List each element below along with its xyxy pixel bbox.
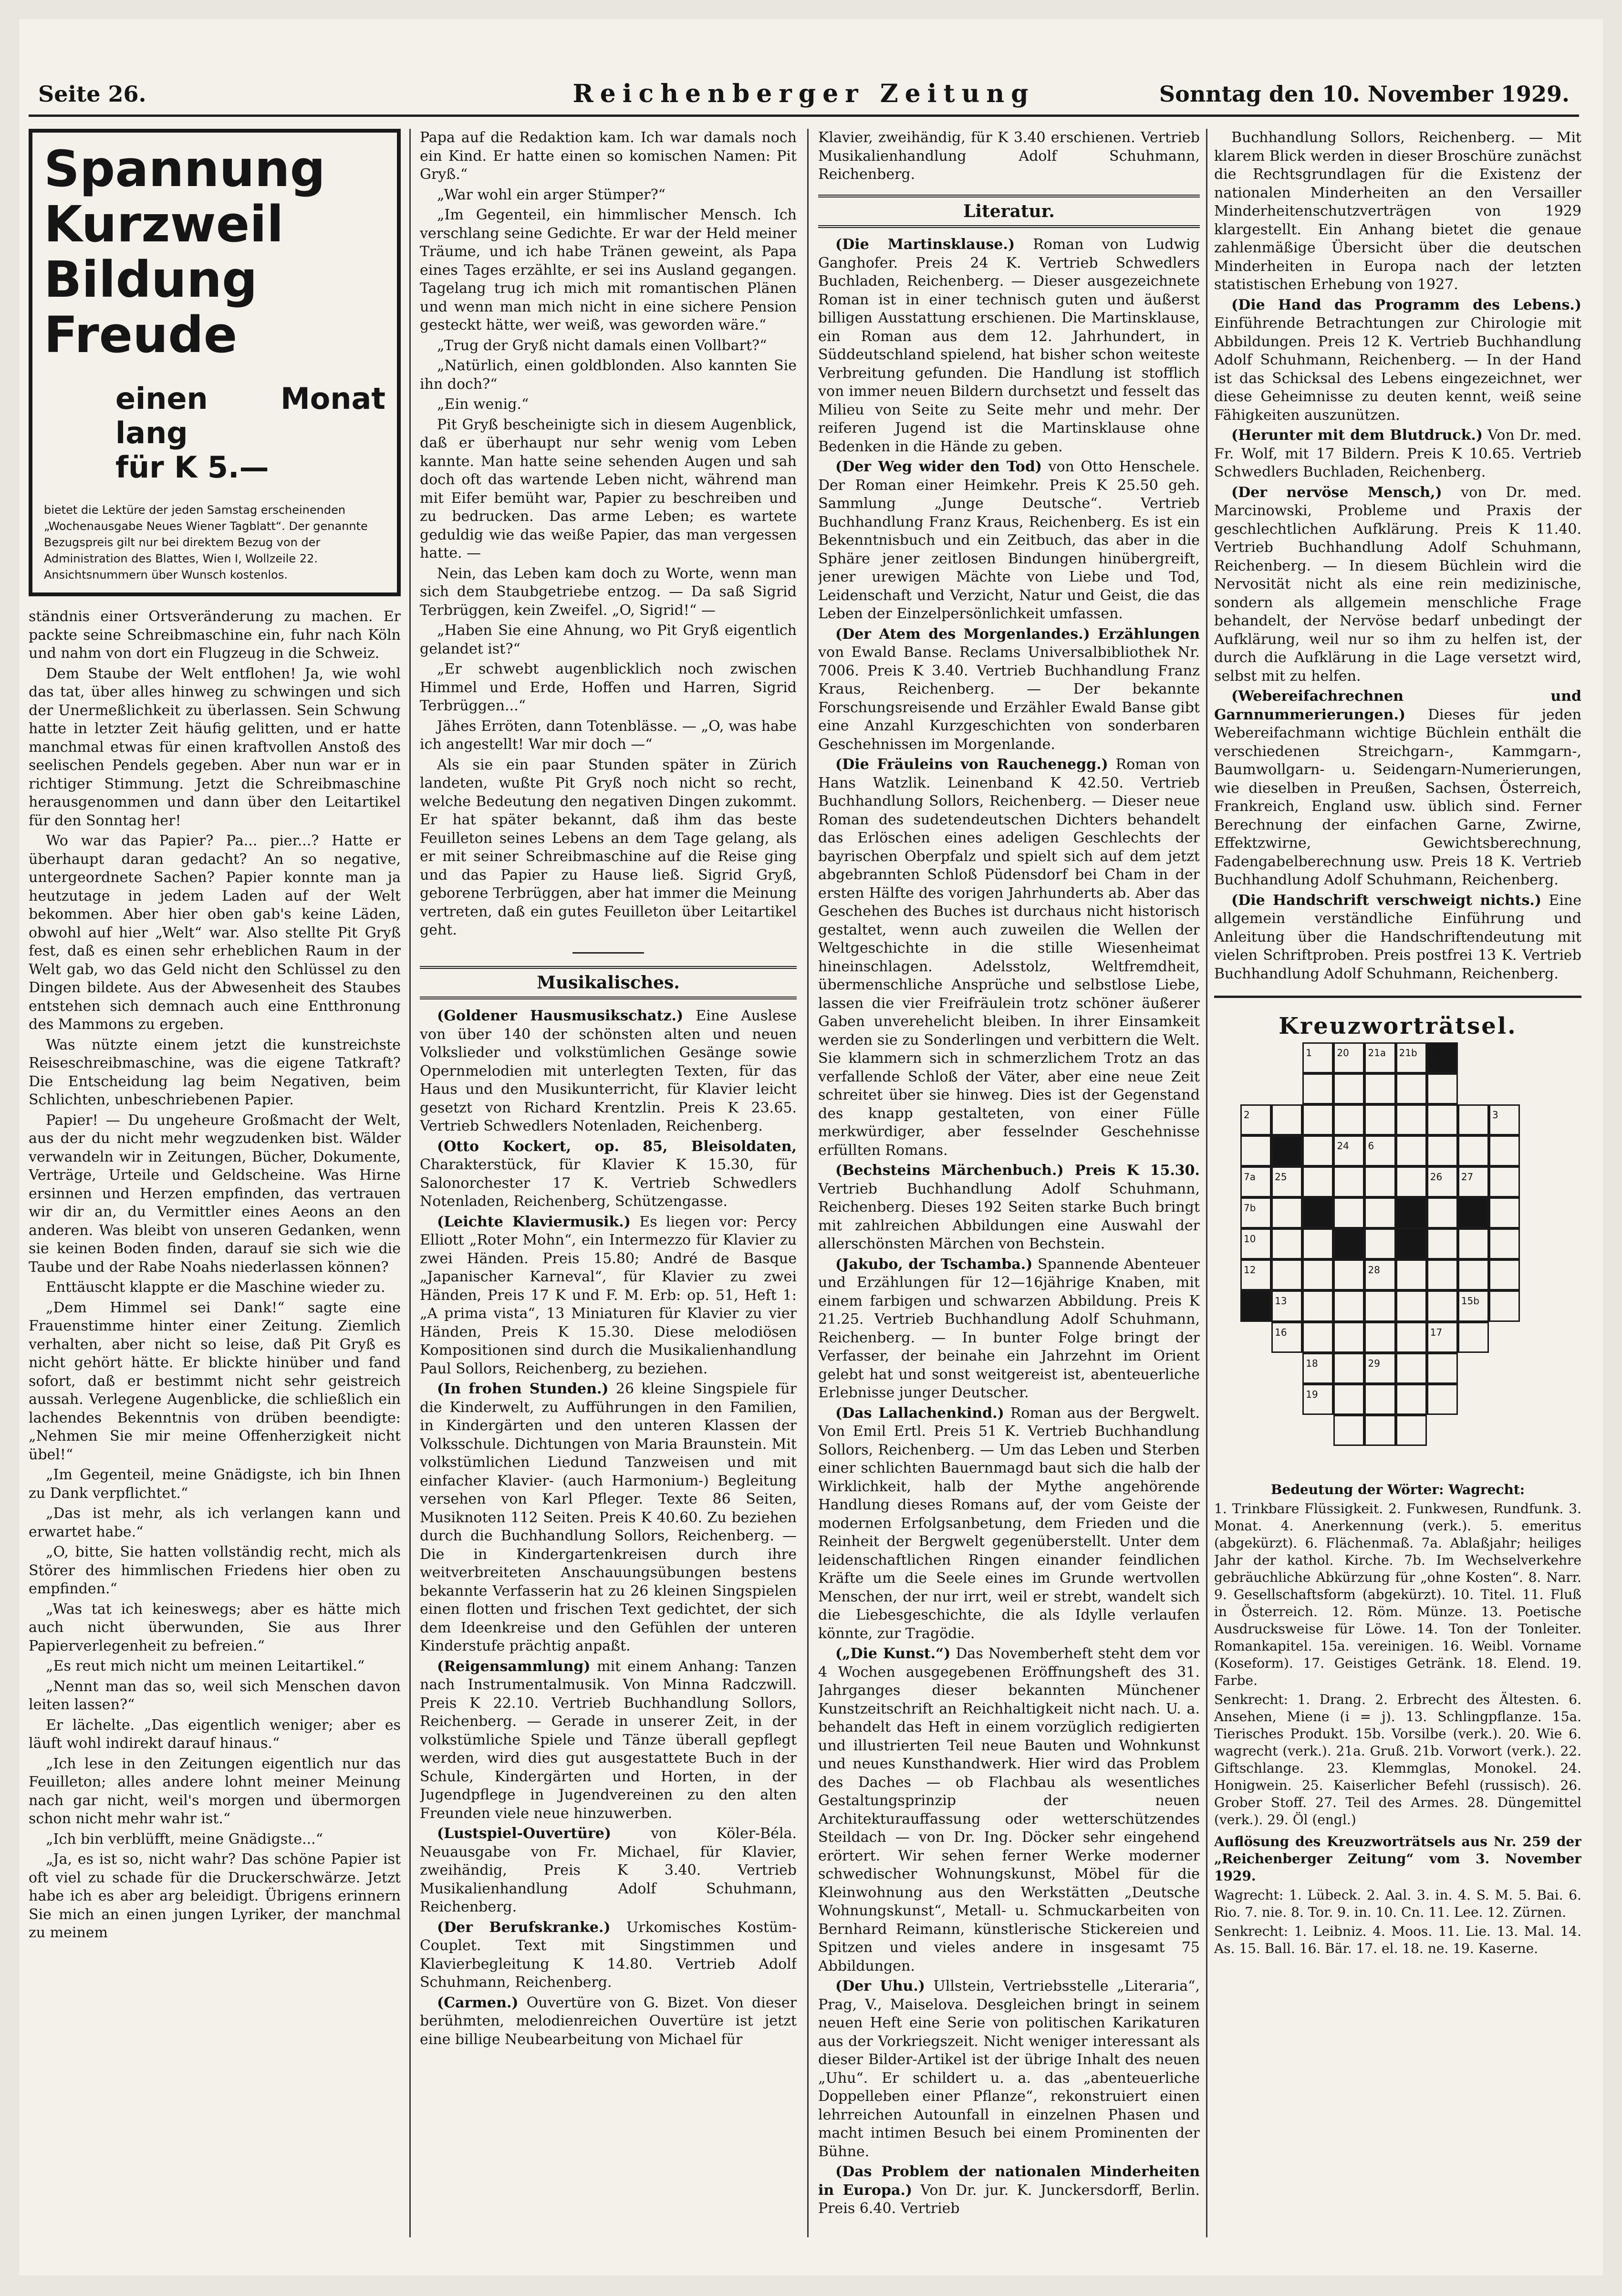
paragraph: Er lächelte. „Das eigentlich weniger; aber es läuft wohl indirekt darauf hinaus.“: [29, 1716, 401, 1752]
crossword-cell: [1333, 1135, 1364, 1166]
review-item: [420, 1994, 797, 2049]
crossword-cell: [1396, 1166, 1427, 1197]
review-title: (Der Atem des Morgenlandes.) Erzählungen: [835, 625, 1200, 643]
review-body: Roman von Ludwig Ganghofer. Preis 24 K. Vertrieb Schwedlers Buchladen, Reichenberg. — Dieser ausgezeichnete Roman ist in einer technisch guten und äußerst billigen Ausstattung erschienen. Die Martinsklause, ein Roman aus dem 12. Jahrhundert, in Süddeutschland spielend, hat bisher schon weiteste Verbreitung gefunden. Die Handlung ist stofflich von immer neuen Bildern durchsetzt und fesselt das Milieu von Seite zu Seite mehr und mehr. Der reiferen Jugend ist die Martinsklause ohne Bedenken in die Hände zu geben.: [818, 236, 1200, 455]
crossword-cell: [1271, 1197, 1302, 1228]
crossword-cell: [1271, 1290, 1302, 1321]
crossword-cell: [1364, 1384, 1395, 1415]
issue-date: Sonntag den 10. November 1929.: [1159, 81, 1570, 107]
literature-reviews-continued: [1214, 129, 1581, 983]
crossword-cell: [1302, 1322, 1333, 1353]
crossword-cell: [1364, 1042, 1395, 1073]
crossword-cell: [1489, 1290, 1520, 1321]
paragraph: Als sie ein paar Stunden später in Zürich landeten, wußte Pit Gryß noch nicht so recht, welche Bedeutung den negativen Dingen zukommt. Er hat später bekannt, daß ihm das beste Feuilleton seines Lebens an dem Tage gelang, als er mit seiner Schreibmaschine auf die Reise ging und das Papier zu Hause ließ. Sigrid Gryß, geborene Terbrüggen, aber hat immer die Meinung vertreten, daß ein gutes Feuilleton über Leitartikel geht.: [420, 756, 797, 938]
crossword-cell: [1458, 1104, 1489, 1135]
crossword-cell-number: 16: [1275, 1326, 1287, 1338]
crossword-cell: [1271, 1228, 1302, 1259]
review-title: (Der Weg wider den Tod): [835, 458, 1042, 475]
paragraph: Dem Staube der Welt entflohen! Ja, wie wohl das tat, über alles hinweg zu schwingen und sich der Unermeßlichkeit zu überlassen. Sein Schwung hatte in letzter Zeit häufig gelitten, und er hatte manchmal etwas für einen kraftvollen Anstoß des seelischen Pendels gegeben. Aber nun war er in richtiger Stimmung. Jetzt die Schreibmaschine herausgenommen und dann über den Leitartikel für den Sonntag her!: [29, 665, 401, 829]
review-item: [420, 1007, 797, 1136]
crossword-cell-number: 27: [1461, 1171, 1474, 1183]
section-divider: [1214, 996, 1581, 998]
crossword-cell-number: 13: [1275, 1295, 1287, 1307]
crossword-cell-number: 1: [1306, 1047, 1312, 1059]
crossword-cell: [1240, 1228, 1271, 1259]
crossword-black-cell: [1396, 1228, 1427, 1259]
review-body: Von Dr. med. Fr. Wolf, mit 17 Bildern. Preis K 10.65. Vertrieb Schwedlers Buchladen, Reichenberg.: [1214, 427, 1581, 480]
review-title: (Lustspiel-Ouvertüre): [437, 1825, 612, 1842]
review-body: mit einem Anhang: Tanzen nach Instrumentalmusik. Von Minna Radczwill. Preis K 22.10. Vertrieb Buchhandlung Sollors, Reichenberg. — Gerade in unserer Zeit, in der volkstümliche Spiele und Tänze überall gepflegt werden, wird dies gut ausgestattete Buch in der Schule, Kindergärten und Horten, in der Jugendpflege in Jugendvereinen zu den alten Freunden viele neue hinzuwerben.: [420, 1658, 797, 1822]
crossword-cell: [1271, 1259, 1302, 1290]
crossword-cell: [1333, 1197, 1364, 1228]
review-item: [818, 1645, 1200, 1975]
crossword-cell: [1302, 1259, 1333, 1290]
crossword-cell: [1427, 1259, 1458, 1290]
crossword-cell: [1458, 1322, 1489, 1353]
solution-down: Senkrecht: 1. Leibniz. 4. Moos. 11. Lie. 13. Mal. 14. As. 15. Ball. 16. Bär. 17. el. 18. ne. 19. Kaserne.: [1214, 1923, 1581, 1956]
review-item: [1214, 296, 1581, 425]
paragraph: „Im Gegenteil, ein himmlischer Mensch. Ich verschlang seine Gedichte. Er war der Held meiner Träume, und ich habe Tränen geweint, als Papa eines Tages erzählte, er sei ins Ausland gegangen. Tagelang trug ich mich mit romantischen Plänen und wenn man mich nicht in eine sichere Pension gesteckt hätte, wer weiß, was geworden wäre.“: [420, 207, 797, 333]
review-body: Urkomisches Kostüm-Couplet. Text mit Singstimmen und Klavierbegleitung K 14.80. Vertrieb Adolf Schuhmann, Reichenberg.: [420, 1919, 797, 1991]
crossword-cell: [1333, 1104, 1364, 1135]
crossword-cell: [1396, 1290, 1427, 1321]
crossword-cell-number: 8: [1306, 1202, 1312, 1214]
crossword-cell-number: 26: [1430, 1171, 1443, 1183]
review-title: (Otto Kockert, op. 85, Bleisoldaten,: [437, 1138, 797, 1155]
crossword-cell: [1489, 1135, 1520, 1166]
review-title: (Die Hand das Programm des Lebens.): [1231, 296, 1581, 313]
crossword-cell: [1302, 1135, 1333, 1166]
crossword-cell-number: 24: [1337, 1140, 1349, 1152]
crossword-cell: [1302, 1042, 1333, 1073]
crossword-cell: [1427, 1322, 1458, 1353]
paragraph: „Ich lese in den Zeitungen eigentlich nur das Feuilleton; alles andere lohnt meiner Meinung nach gar nicht, weil's morgen und übermorgen schon nicht mehr wahr ist.“: [29, 1755, 401, 1827]
column-2: [420, 129, 797, 2237]
paragraph: „Es reut mich nicht um meinen Leitartikel.“: [46, 1658, 365, 1674]
review-item: [818, 756, 1200, 1160]
crossword-cell-number: 20: [1337, 1047, 1349, 1059]
paragraph: „Haben Sie eine Ahnung, wo Pit Gryß eigentlich gelandet ist?“: [420, 622, 797, 657]
column-4: [1214, 129, 1581, 2237]
review-body: Roman aus der Bergwelt. Von Emil Ertl. Preis 51 K. Vertrieb Buchhandlung Sollors, Reichenberg. — Um das Leben und Sterben einer schlichten Bauernmagd baut sich die halb der Wirklichkeit, halb der Mythe angehörende Handlung dieses Romans auf, der vom Geiste der modernen Erfolgsanbetung, dem Frieden und die Reinheit der Bergwelt gegenüberstellt. Unter dem leidenschaftlichen Ringen einander feindlichen Kräfte um die Seele eines im Grunde wertvollen Menschen, der nur irrt, weil er strebt, wandelt sich die Liebesgeschichte, die als Idylle verlaufen könnte, zur Tragödie.: [818, 1404, 1200, 1642]
review-item: [818, 2163, 1200, 2218]
review-body: Das Novemberheft steht dem vor 4 Wochen ausgegebenen Eröffnungsheft des 31. Jahrganges dieser bekannten Münchener Kunstzeitschrift an Reichhaltigkeit nicht nach. U. a. behandelt das Heft in einem vorzüglich redigierten und illustrierten Teil neue Bauten und Wohnkunst und neues Kunsthandwerk. Hier wird das Problem des Daches — ob Flachbau als wesentliches Gestaltungsprinzip der neuen Architekturauffassung oder wetterschützendes Steildach — von Dr. Ing. Döcker sehr eingehend erörtert. Wir sehen ferner Werke moderner schwedischer Wohnungskunst, Möbel für die Kleinwohnung aus den Werkstätten „Deutsche Wohnungskunst“, Metall- u. Schmuckarbeiten von Bernhard Reimann, künstlerische Stickereien und Spitzen und vieles andere in insgesamt 75 Abbildungen.: [818, 1645, 1200, 1974]
review-item: [1214, 426, 1581, 482]
ad-headline-1: Spannung: [44, 140, 326, 198]
paragraph: „Ich bin verblüfft, meine Gnädigste...“: [46, 1830, 323, 1848]
crossword-cell-number: 7b: [1244, 1202, 1256, 1214]
crossword-cell-number: 12: [1244, 1264, 1256, 1276]
crossword-cell: [1427, 1290, 1458, 1321]
page-header: [29, 72, 1579, 117]
crossword-black-cell: [1302, 1197, 1333, 1228]
review-item: [420, 1138, 797, 1211]
crossword-cell: [1333, 1322, 1364, 1353]
paragraph: Wo war das Papier? Pa... pier...? Hatte er überhaupt daran gedacht? An so negative, untergeordnete Sachen? Papier konnte man ja heutzutage in jedem Laden auf der Welt bekommen. Aber hier oben gab's keine Läden, obwohl auf hier „Welt“ war. Also stellte Pit Gryß fest, daß es einen sehr erheblichen Raum in der Welt gab, wo das Geld nicht den Schlüssel zu den Dingen bildete. Aus der Abwesenheit des Staubes entstehen sich demnach auch eine Entthronung des Mammons zu ergeben.: [29, 832, 401, 1033]
crossword-cell: [1333, 1259, 1364, 1290]
review-title: (Der Uhu.): [835, 1978, 925, 1995]
crossword-cell: [1396, 1042, 1427, 1073]
crossword-clues: [1214, 1481, 1581, 1957]
review-body: Eine Auslese von über 140 der schönsten alten und neuen Volkslieder und volkstümlichen Gesänge sowie Opernmelodien mit unterlegten Texten, für das Haus und den Musikunterricht, für Klavier leicht gesetzt von Richard Krentzlin. Preis K 23.65. Vertrieb Schwedlers Notenladen, Reichenberg.: [420, 1008, 797, 1134]
crossword-cell: [1333, 1384, 1364, 1415]
review-body: Von Dr. jur. K. Junckersdorff, Berlin. Preis 6.40. Vertrieb: [818, 2182, 1200, 2217]
review-item: [420, 1919, 797, 1992]
paragraph: „Nennt man das so, weil sich Menschen davon leiten lassen?“: [29, 1678, 401, 1713]
page-number: Seite 26.: [38, 81, 146, 107]
music-continuation: Klavier, zweihändig, für K 3.40 erschienen. Vertrieb Musikalienhandlung Adolf Schuhmann, Reichenberg.: [818, 129, 1200, 183]
paragraph: „Was tat ich keineswegs; aber es hätte mich auch nicht überwunden, Sie aus Ihrer Papierverlegenheit zu befreien.“: [29, 1600, 401, 1654]
review-item: [420, 1658, 797, 1823]
crossword-cell: [1396, 1259, 1427, 1290]
crossword-cell: [1364, 1197, 1395, 1228]
review-body: Roman von Hans Watzlik. Leinenband K 42.50. Vertrieb Buchhandlung Sollors, Reichenberg. — Dieser neue Roman des sudetendeutschen Dichters behandelt das Erlöschen eines adeligen Geschlechts der bayrischen Oberpfalz und spielt sich auf dem jetzt abgebrannten Schloß Püdensdorf bei Cham in der ersten Hälfte des vorigen Jahrhunderts ab. Aber das Geschehen des Buches ist durchaus nicht historisch gestaltet, wenn auch zuweilen die Wellen der Weltgeschichte in die stille Wiesenheimat hineinschlagen. Adelsstolz, Weltfremdheit, übermenschliche Ansprüche und selbstlose Liebe, lassen die vier Freifräulein trotz schöner äußerer Gaben unverehelicht bleiben. In ihrer Einsamkeit werden sie zu Sonderlingen und verbittern die Welt. Sie klammern sich in schmerzlichem Trotz an das verfallende Schloß der Väter, aber eine neue Zeit schreitet über sie hinweg. Dies ist der Gegenstand des knapp gestalteten, von einer Fülle merkwürdiger, aber fesselnder Geschehnisse erfüllten Romans.: [818, 756, 1200, 1159]
crossword-cell: [1240, 1104, 1271, 1135]
crossword-black-cell: [1271, 1135, 1302, 1166]
crossword-cell: [1302, 1384, 1333, 1415]
crossword-cell: [1396, 1322, 1427, 1353]
review-body: 26 kleine Singspiele für die Kinderwelt, zu Aufführungen in den Familien, in Kindergärten und den unteren Klassen der Volksschule. Dichtungen von Maria Braunstein. Mit volkstümlichen Liedund Tanzweisen und mit einfacher Klavier- (auch Harmonium-) Begleitung versehen von Karl Pfleger. Texte 86 Seiten, Musiknoten 112 Seiten. Preis K 40.60. Zu beziehen durch die Buchhandlung Sollors, Reichenberg. — Die in Kindergartenkreisen durch ihre weitverbreiteten Anschauungsübungen bestens bekannte Verfasserin hat zu 26 kleinen Singspielen einen flotten und frischen Text gedichtet, der sich dem Ideenkreise und den Gefühlen der unteren Kinderstufe prächtig anpaßt.: [420, 1381, 797, 1654]
crossword-cell: [1364, 1290, 1395, 1321]
paragraph: „Ein wenig.“: [437, 396, 529, 413]
crossword-cell: [1333, 1073, 1364, 1104]
music-reviews: [420, 1007, 797, 2049]
crossword-cell: [1427, 1353, 1458, 1384]
feuilleton-text-col2: [420, 129, 797, 940]
clues-down: Senkrecht: 1. Drang. 2. Erbrecht des Ältesten. 6. Ansehen, Miene (i = j). 13. Schlingpflanze. 15a. Tierisches Produkt. 15b. Vorsilbe (verk.). 20. Wie 6. wagrecht (verk.). 21a. Gruß. 21b. Vorwort (verk.). 22. Giftschlange. 23. Klemmglas, Monokel. 24. Honigwein. 25. Kaiserlicher Befehl (russisch). 26. Grober Stoff. 27. Teil des Armes. 28. Düngemittel (verk.). 29. Öl (engl.): [1214, 1691, 1581, 1828]
advertisement-box: [29, 129, 401, 596]
crossword-cell: [1364, 1259, 1395, 1290]
crossword-cell: [1333, 1353, 1364, 1384]
review-title: (In frohen Stunden.): [437, 1381, 609, 1397]
review-item: [818, 1977, 1200, 2161]
crossword-cell-number: 17: [1430, 1326, 1443, 1338]
crossword-cell: [1271, 1166, 1302, 1197]
crossword-cell: [1427, 1135, 1458, 1166]
crossword-cell: [1333, 1415, 1364, 1446]
crossword-cell-number: 28: [1368, 1264, 1380, 1276]
review-title: (Leichte Klaviermusik.): [437, 1213, 631, 1230]
paragraph: „War wohl ein arger Stümper?“: [437, 186, 666, 203]
paragraph: Papier! — Du ungeheure Großmacht der Welt, aus der du nicht mehr wegzudenken bist. Wälder verwandeln wir in Zeitungen, Bücher, Dokumente, Verträge, Urteile und Geldscheine. Was Hirne ersinnen und Herzen empfinden, das vertrauen wir dir an, du Vermittler eines Aeons an den anderen. Was bleibt von unseren Gedanken, wenn sie keinen Boden finden, darauf sie sich wie die Taube und der Rabe Noahs niederlassen können?: [29, 1112, 401, 1276]
crossword-cell: [1458, 1228, 1489, 1259]
review-item: [818, 625, 1200, 754]
crossword-black-cell: [1240, 1290, 1271, 1321]
crossword-black-cell: [1458, 1197, 1489, 1228]
column-1: [29, 129, 401, 2237]
crossword-cell: [1396, 1415, 1427, 1446]
review-item: [818, 236, 1200, 456]
paragraph: Nein, das Leben kam doch zu Worte, wenn man sich dem Staubgetriebe entzog. — Da saß Sigrid Terbrüggen, kein Zweifel. „O, Sigrid!“ —: [420, 565, 797, 619]
solution-across: Wagrecht: 1. Lübeck. 2. Aal. 3. in. 4. S. M. 5. Bai. 6. Rio. 7. nie. 8. Tor. 9. in. 10. Cn. 11. Lee. 12. Zürnen.: [1214, 1887, 1581, 1920]
crossword-cell-number: 29: [1368, 1357, 1380, 1369]
crossword-cell-number: 18: [1306, 1357, 1318, 1369]
crossword-cell: [1427, 1197, 1458, 1228]
paragraph: ständnis einer Ortsveränderung zu machen. Er packte seine Schreibmaschine ein, fuhr nach Köln und nahm von dort ein Flugzeug in die Schweiz.: [29, 608, 401, 662]
review-item: [1214, 129, 1581, 294]
review-body: Dieses für jeden Webereifachmann wichtige Büchlein enthält die verschiedenen Streichgarn-, Kammgarn-, Baumwollgarn- u. Seidengarn-Numerierungen, wie dieselben in Preußen, Sachsen, Österreich, Frankreich, England usw. üblich sind. Ferner Berechnung der einfachen Garne, Zwirne, Effektzwirne, Gewichtsberechnung, Fadengabelberechnung usw. Preis 18 K. Vertrieb Buchhandlung Adolf Schuhmann, Reichenberg.: [1214, 706, 1581, 888]
review-item: [1214, 687, 1581, 890]
solution-heading: Auflösung des Kreuzworträtsels aus Nr. 259 der „Reichenberger Zeitung“ vom 3. November 1929.: [1214, 1833, 1581, 1884]
paragraph: „Ja, es ist so, nicht wahr? Das schöne Papier ist oft viel zu schade für die Druckerschwärze. Jetzt habe ich es aber arg beleidigt. Übrigens erinnern Sie mich an einen jungen Lyriker, der manchmal zu meinem: [29, 1851, 401, 1941]
crossword-cell: [1489, 1228, 1520, 1259]
crossword-cell-number: 6: [1368, 1140, 1374, 1152]
crossword-cell: [1302, 1073, 1333, 1104]
crossword-cell: [1364, 1166, 1395, 1197]
crossword-cell-number: 5: [1275, 1140, 1281, 1152]
review-body: Ullstein, Vertriebsstelle „Literaria“, Prag, V., Maiselova. Desgleichen bringt in seinem neuen Heft eine Serie von politischen Karikaturen aus der Vorkriegszeit. Nicht weniger interessant als dieser Bilder-Artikel ist der übrige Inhalt des neuen „Uhu“. Er schildert u. a. das „abenteuerliche Doppelleben einer Pflanze“, rekonstruiert einen lehrreichen Autounfall in einzelnen Phasen und macht intimen Besuch bei einem Prominenten der Bühne.: [818, 1978, 1200, 2160]
newspaper-title: Reichenberger Zeitung: [572, 79, 1035, 108]
ad-headline-2: Kurzweil: [44, 195, 284, 253]
review-item: [1214, 892, 1581, 984]
crossword-cell: [1364, 1415, 1395, 1446]
crossword-cell-number: 21a: [1368, 1047, 1386, 1059]
review-title: (Bechsteins Märchenbuch.) Preis K 15.30.: [835, 1162, 1200, 1179]
crossword-cell: [1427, 1166, 1458, 1197]
crossword-cell: [1458, 1290, 1489, 1321]
crossword-cell: [1240, 1197, 1271, 1228]
crossword-cell-number: 22: [1430, 1047, 1443, 1059]
crossword-cell: [1333, 1290, 1364, 1321]
review-title: (Das Lallachenkind.): [835, 1404, 1004, 1422]
review-item: [818, 1404, 1200, 1643]
crossword-cell: [1427, 1228, 1458, 1259]
column-rule: [1206, 129, 1207, 2237]
crossword-cell: [1396, 1135, 1427, 1166]
crossword-cell: [1333, 1166, 1364, 1197]
section-divider: [572, 952, 644, 954]
crossword-cell: [1458, 1259, 1489, 1290]
crossword-cell: [1364, 1353, 1395, 1384]
paragraph: Was nützte einem jetzt die kunstreichste Reiseschreibmaschine, was die eigene Tatkraft? Die Entscheidung lag beim Negativen, beim Schlichten, unbeschriebenen Papier.: [29, 1036, 401, 1108]
column-3: [818, 129, 1200, 2237]
crossword-cell: [1302, 1166, 1333, 1197]
crossword-cell-number: 21b: [1399, 1047, 1417, 1059]
paragraph: „Trug der Gryß nicht damals einen Vollbart?“: [437, 337, 767, 354]
paragraph: „Dem Himmel sei Dank!“ sagte eine Frauenstimme hinter einer Zeitung. Ziemlich verhalten, aber nicht so leise, daß Pit Gryß es nicht gehört hätte. Er blickte hinüber und fand sofort, daß er bestimmt nicht sehr geistreich aussah. Verlegene Augenblicke, die schließlich ein lachendes Bekenntnis von drüben beendigte: „Nehmen Sie mir meine Offenherzigkeit nicht übel!“: [29, 1299, 401, 1463]
crossword-cell: [1396, 1073, 1427, 1104]
review-item: [420, 1380, 797, 1656]
crossword-cell-number: 3: [1492, 1109, 1498, 1121]
crossword-cell: [1333, 1042, 1364, 1073]
paragraph: Papa auf die Redaktion kam. Ich war damals noch ein Kind. Er hatte einen so komischen Namen: Pit Gryß.“: [420, 129, 797, 183]
review-title: (Herunter mit dem Blutdruck.): [1231, 427, 1483, 444]
crossword-cell: [1240, 1135, 1271, 1166]
review-item: [1214, 484, 1581, 686]
review-title: (Jakubo, der Tschamba.): [835, 1256, 1033, 1273]
crossword-cell: [1302, 1104, 1333, 1135]
paragraph: „Im Gegenteil, meine Gnädigste, ich bin Ihnen zu Dank verpflichtet.“: [29, 1466, 401, 1502]
crossword-cell: [1364, 1073, 1395, 1104]
feuilleton-text-col1: [29, 608, 401, 1943]
paragraph: „O, bitte, Sie hatten vollständig recht, mich als Störer des himmlischen Friedens hier oben zu empfinden.“: [29, 1544, 401, 1597]
crossword-grid: [1240, 1042, 1555, 1481]
review-item: [420, 1825, 797, 1917]
review-body: Eine allgemein verständliche Einführung und Anleitung über die Handschriftendeutung mit vielen Schriftproben. Preis postfrei 13 K. Vertrieb Buchhandlung Adolf Schuhmann, Reichenberg.: [1214, 892, 1581, 982]
crossword-cell: [1240, 1259, 1271, 1290]
review-body: Buchhandlung Sollors, Reichenberg. — Mit klarem Blick werden in dieser Broschüre zunächst die Rechtsgrundlagen für die Existenz der nationalen Minderheiten an den Versailler Minderheitenschutzverträgen von 1929 klargestellt. Ein Anhang bietet die genaue zahlenmäßige Übersicht über die deutschen Minderheiten in Europa nach der letzten statistischen Erhebung von 1927.: [1214, 129, 1581, 293]
review-title: (Der Berufskranke.): [437, 1919, 611, 1936]
ad-headline-4: Freude: [44, 306, 238, 364]
review-item: [818, 458, 1200, 623]
review-title: (Der nervöse Mensch,): [1231, 484, 1442, 501]
literature-section-heading: Literatur.: [818, 195, 1200, 229]
clues-heading: Bedeutung der Wörter: Wagrecht:: [1270, 1481, 1525, 1497]
crossword-cell: [1489, 1166, 1520, 1197]
crossword-cell: [1427, 1104, 1458, 1135]
clues-across: 1. Trinkbare Flüssigkeit. 2. Funkwesen, Rundfunk. 3. Monat. 4. Anerkennung (verk.). 5. emeritus (abgekürzt). 6. Flächenmaß. 7a. Ablaßjahr; heiliges Jahr der kathol. Kirche. 7b. Im Wechselverkehre gebräuchliche Abkürzung für „ohne Kosten“. 8. Narr. 9. Gesellschaftsform (abgekürzt). 10. Titel. 11. Fluß in Österreich. 12. Röm. Münze. 13. Poetische Ausdrucksweise für Löwe. 14. Ton der Tonleiter. Romankapitel. 15a. vereinigen. 16. Weibl. Vorname (Koseform). 17. Geistiges Getränk. 18. Elend. 19. Farbe.: [1214, 1500, 1581, 1688]
review-title: (Webereifachrechnen und Garnnummerierungen.): [1214, 688, 1581, 723]
crossword-cell-number: 25: [1275, 1171, 1287, 1183]
review-item: [818, 1256, 1200, 1403]
review-item: [420, 1213, 797, 1379]
crossword-cell: [1364, 1228, 1395, 1259]
review-body: von Köler-Béla. Neuausgabe von Fr. Michael, für Klavier, zweihändig, Preis K 3.40. Vertrieb Musikalienhandlung Adolf Schuhmann, Reichenberg.: [420, 1825, 797, 1915]
crossword-black-cell: [1396, 1197, 1427, 1228]
crossword-cell: [1364, 1135, 1395, 1166]
paragraph: Jähes Erröten, dann Totenblässe. — „O, was habe ich angestellt! War mir doch —“: [420, 717, 797, 753]
ad-fine-print: bietet die Lektüre der jeden Samstag erscheinenden „Wochenausgabe Neues Wiener Tagblatt“. Der genannte Bezugspreis gilt nur bei direktem Bezug von der Administration des Blattes, Wien I, Wollzeile 22. Ansichtsnummern über Wunsch kostenlos.: [44, 503, 368, 582]
review-title: (Die Fräuleins von Rauchenegg.): [835, 756, 1108, 773]
review-body: Vertrieb Buchhandlung Adolf Schuhmann, Reichenberg. Dieses 192 Seiten starke Buch bringt mit zahlreichen Abbildungen eine Auswahl der allerschönsten Märchen von Bechstein.: [818, 1180, 1200, 1252]
review-body: Spannende Abenteuer und Erzählungen für 12—16jährige Knaben, mit einem farbigen und schwarzen Abbildung. Preis K 21.25. Vertrieb Buchhandlung Adolf Schuhmann, Reichenberg. — In bunter Folge bringt der Verfasser, der beinahe ein Jahrzehnt im Orient gelebt hat und sonst weitgereist ist, abenteuerliche Erlebnisse junger Deutscher.: [818, 1256, 1200, 1401]
column-rule: [409, 129, 411, 2237]
paragraph: „Natürlich, einen goldblonden. Also kannten Sie ihn doch?“: [420, 357, 797, 393]
crossword-cell: [1364, 1322, 1395, 1353]
crossword-cell: [1302, 1290, 1333, 1321]
crossword-cell: [1396, 1104, 1427, 1135]
review-body: Einführende Betrachtungen zur Chirologie mit Abbildungen. Preis 12 K. Vertrieb Buchhandlung Adolf Schuhmann, Reichenberg. — In der Hand ist das Schicksal des Lebens eingezeichnet, wer diese Geheimnisse zu deuten kennt, weiß seine Fähigkeiten auszunützen.: [1214, 315, 1581, 424]
paragraph: Pit Gryß bescheinigte sich in diesem Augenblick, daß er überhaupt nur sehr wenig vom Leben kannte. Man hatte seine sehenden Augen und sah doch oft das wartende Leben nicht, während man mit Eifer bemüht war, Papier zu beschreiben und zu bedrucken. Das arme Leben; es wartete geduldig wie das weiße Papier, das man vergessen hatte. —: [420, 416, 797, 561]
crossword-cell: [1489, 1104, 1520, 1135]
crossword-cell: [1458, 1166, 1489, 1197]
crossword-cell: [1302, 1228, 1333, 1259]
column-rule: [807, 129, 809, 2237]
review-title: (Reigensammlung): [437, 1658, 591, 1675]
crossword-cell: [1489, 1197, 1520, 1228]
review-body: von Otto Henschele. Der Roman einer Heimkehr. Preis K 25.50 geh. Sammlung „Junge Deutsche“. Vertrieb Buchhandlung Franz Kraus, Reichenberg. Es ist ein Bekenntnisbuch und ein Zeitbuch, das aber in die Sphäre jener zeitlosen Bindungen hinübergreift, jener urewigen Mächte von Liebe und Tod, Leidenschaft und Verzicht, Natur und Geist, die das Leben der Einzelpersönlichkeit umfassen.: [818, 458, 1200, 622]
literature-reviews: [818, 236, 1200, 2218]
review-title: (Die Handschrift verschweigt nichts.): [1231, 892, 1542, 909]
crossword-cell-number: 2: [1244, 1109, 1250, 1121]
review-item: [818, 1162, 1200, 1254]
crossword-cell-number: 19: [1306, 1388, 1318, 1400]
ad-headline-3: Bildung: [44, 250, 258, 309]
review-body: von Ewald Banse. Reclams Universalbibliothek Nr. 7006. Preis K 3.40. Vertrieb Buchhandlung Franz Kraus, Reichenberg. — Der bekannte Forschungsreisende und Erzähler Ewald Banse gibt eine Anzahl Kurzgeschichten von sonderbaren Geschehnissen im Morgenlande.: [818, 644, 1200, 753]
crossword-cell-number: 10: [1244, 1233, 1256, 1245]
paragraph: „Das ist mehr, als ich verlangen kann und erwartet habe.“: [29, 1505, 401, 1540]
review-body: Es liegen vor: Percy Elliott „Roter Mohn“, ein Intermezzo für Klavier zu zwei Händen. Preis 15.80; André de Basque „Japanischer Karneval“, für Klavier zu zwei Händen, Preis 17 K und F. M. Erb: op. 51, Heft 1: „A prima vista“, 13 Miniaturen für Klavier zu vier Händen, Preis K 15.30. Diese melodiösen Kompositionen sind durch die Musikalienhandlung Paul Sollors, Reichenberg, zu beziehen.: [420, 1213, 797, 1377]
crossword-cell: [1271, 1322, 1302, 1353]
paragraph: Enttäuscht klappte er die Maschine wieder zu.: [46, 1279, 385, 1296]
review-title: (Carmen.): [437, 1994, 519, 2011]
ad-offer-2: für K 5.—: [115, 450, 269, 485]
crossword-cell: [1489, 1259, 1520, 1290]
crossword-cell-number: 7a: [1244, 1171, 1256, 1183]
review-title: (Das Problem der nationalen Minderheiten in Europa.): [818, 2163, 1200, 2199]
crossword-cell: [1427, 1073, 1458, 1104]
crossword-cell-number: 15b: [1461, 1295, 1479, 1307]
crossword-cell: [1240, 1166, 1271, 1197]
review-body: Ouvertüre von G. Bizet. Von dieser berühmten, melodienreichen Ouvertüre ist jetzt eine billige Neubearbeitung von Michael für: [420, 1994, 797, 2048]
crossword-title: Kreuzworträtsel.: [1279, 1013, 1517, 1039]
crossword-black-cell: [1427, 1042, 1458, 1073]
review-title: („Die Kunst.“): [835, 1645, 951, 1662]
crossword-cell: [1396, 1384, 1427, 1415]
crossword-cell: [1458, 1135, 1489, 1166]
crossword-cell: [1396, 1353, 1427, 1384]
crossword-black-cell: [1333, 1228, 1364, 1259]
paragraph: „Er schwebt augenblicklich noch zwischen Himmel und Erde, Hoffen und Harren, Sigrid Terbrüggen...“: [420, 661, 797, 714]
crossword-cell: [1302, 1353, 1333, 1384]
review-title: (Die Martinsklause.): [835, 236, 1015, 253]
review-body: von Dr. med. Marcinowski, Probleme und Praxis der geschlechtlichen Aufklärung. Preis K 11.40. Vertrieb Buchhandlung Adolf Schuhmann, Reichenberg. — In diesem Büchlein wird die Nervosität nicht als eine rein medizinische, sondern als allgemein menschliche Frage behandelt, der Nervöse bedarf unbedingt der Aufklärung, weil nur so ihm zu helfen ist, der durch die Aufklärung in die Lage versetzt wird, selbst mit zu helfen.: [1214, 484, 1581, 685]
review-title: (Goldener Hausmusikschatz.): [437, 1008, 684, 1024]
crossword-cell: [1427, 1384, 1458, 1415]
music-section-heading: Musikalisches.: [420, 966, 797, 1000]
ad-offer-1: einen Monat lang: [115, 381, 385, 450]
crossword-cell: [1364, 1104, 1395, 1135]
crossword-cell: [1271, 1104, 1302, 1135]
review-body: Charakterstück, für Klavier K 15.30, für Salonorchester 17 K. Vertrieb Schwedlers Notenladen, Reichenberg, Schützengasse.: [420, 1156, 797, 1210]
